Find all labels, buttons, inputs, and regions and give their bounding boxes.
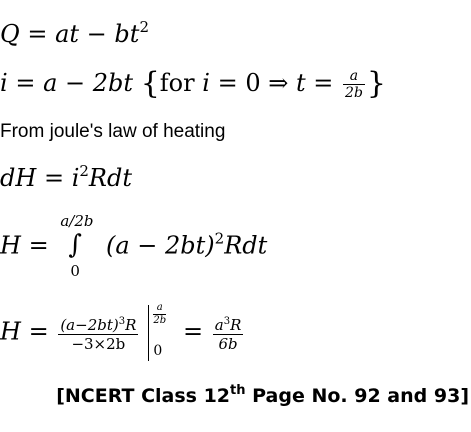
evaluation-lower-limit: 0 <box>153 343 163 359</box>
integral-lower-limit: 0 <box>70 262 80 280</box>
fraction-result: $\frac{a^3R}{6b}$ <box>214 316 242 353</box>
fraction-t: $\frac{a}{2b}$ <box>345 68 363 101</box>
integral-sign: a/2b ∫ 0 <box>60 212 94 280</box>
fraction-antiderivative: $\frac{(a-2bt)^3R}{-3\times 2b}$ <box>60 316 137 353</box>
evaluation-upper-limit: a 2b <box>153 302 167 326</box>
equation-heat-differential: dH = $i^2Rdt$ <box>0 162 132 192</box>
symbol-q: Q <box>0 20 20 48</box>
brace-open: { <box>140 66 160 101</box>
evaluation-bar <box>148 302 175 361</box>
integral-upper-limit: a/2b <box>60 212 94 230</box>
equation-heat-integral: H = a/2b ∫ 0 $(a - 2bt)^2Rdt$ <box>0 212 268 280</box>
equation-charge: Q = at − $bt^2$ <box>0 18 149 48</box>
equation-heat-result: H = $\frac{(a-2bt)^3R}{-3\times 2b}$ a 2b 0 = $\frac{a^3R}{6b}$ <box>0 302 242 359</box>
brace-close: } <box>366 66 387 101</box>
ncert-reference: [NCERT Class 12th Page No. 92 and 93] <box>56 383 469 407</box>
joule-law-text: From joule's law of heating <box>0 121 226 142</box>
equation-current: i = a − 2bt {for i = 0 ⇒ t = $\frac{a}{2b}$ } <box>0 66 387 101</box>
implies-arrow: ⇒ <box>268 69 289 97</box>
